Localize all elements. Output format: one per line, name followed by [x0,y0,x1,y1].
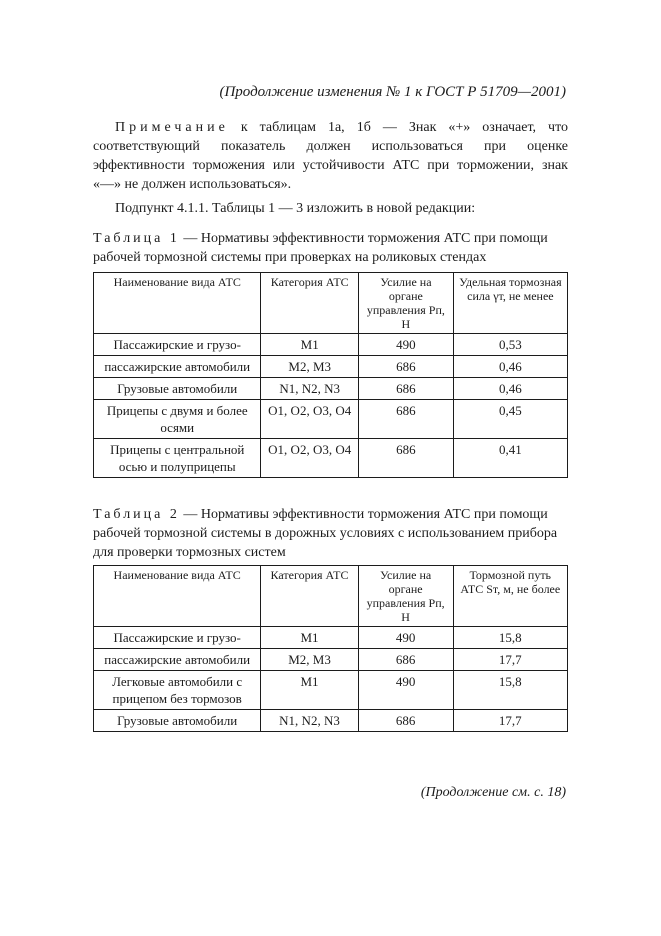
row-value: 0,45 [453,400,567,439]
subpoint-paragraph: Подпункт 4.1.1. Таблицы 1 — 3 изложить в новой редакции: [115,201,476,216]
row-name: Пассажирские и грузо- [94,627,261,649]
row-value: 17,7 [453,649,567,671]
row-category: N1, N2, N3 [261,378,358,400]
table-row [94,439,568,478]
table2-header-value: Тормозной путь АТС Sт, м, не более [453,566,567,627]
row-force: 490 [358,334,453,356]
note-paragraph [93,118,568,194]
table2 [93,565,568,732]
table2-header-category: Категория АТС [261,566,358,627]
row-name: пассажирские автомобили [94,649,261,671]
table1-label: Таблица 1 [93,231,180,246]
table2-header-row [94,566,568,627]
table-row [94,334,568,356]
table-row [94,627,568,649]
row-value: 0,41 [453,439,567,478]
table1-header-row [94,273,568,334]
table2-title: — Нормативы эффективности торможения АТС при помощи рабочей тормозной системы в дорожных условиях с использованием прибора для проверки тормозных систем [93,507,558,560]
row-value: 17,7 [453,710,567,732]
table1-header-value: Удельная тормозная сила γт, не менее [453,273,567,334]
row-force: 490 [358,671,453,710]
row-force: 686 [358,400,453,439]
row-category: N1, N2, N3 [261,710,358,732]
table-row [94,649,568,671]
continuation-footer: (Продолжение см. с. 18) [420,785,566,800]
table1 [93,272,568,478]
note-text: к таблицам 1а, 1б — Знак «+» означает, что соответствующий показатель должен использоваться при оценке эффективности торможения или устойчивости АТС при торможении, знак «—» не должен использоваться». [93,120,569,192]
row-name: Прицепы с центральной осью и полуприцепы [94,439,261,478]
row-name: Пассажирские и грузо- [94,334,261,356]
note-label: Примечание [115,120,229,135]
table-row [94,378,568,400]
row-value: 15,8 [453,627,567,649]
row-value: 0,46 [453,356,567,378]
row-category: M2, M3 [261,356,358,378]
row-name: Грузовые автомобили [94,378,261,400]
table-row [94,710,568,732]
table1-caption [93,229,568,267]
table1-header-force: Усилие на органе управления Pп, Н [358,273,453,334]
row-category: O1, O2, O3, O4 [261,400,358,439]
row-name: Легковые автомобили с прицепом без тормозов [94,671,261,710]
row-category: M1 [261,334,358,356]
row-name: Грузовые автомобили [94,710,261,732]
row-value: 15,8 [453,671,567,710]
row-category: M1 [261,671,358,710]
row-value: 0,53 [453,334,567,356]
table2-label: Таблица 2 [93,507,180,522]
row-force: 686 [358,378,453,400]
table1-header-name: Наименование вида АТС [94,273,261,334]
row-name: пассажирские автомобили [94,356,261,378]
table2-caption [93,505,568,562]
row-force: 490 [358,627,453,649]
row-force: 686 [358,649,453,671]
continuation-header: (Продолжение изменения № 1 к ГОСТ Р 51709—2001) [219,84,566,100]
row-category: M2, M3 [261,649,358,671]
row-force: 686 [358,356,453,378]
table1-header-category: Категория АТС [261,273,358,334]
row-category: M1 [261,627,358,649]
row-force: 686 [358,710,453,732]
row-category: O1, O2, O3, O4 [261,439,358,478]
table-row [94,671,568,710]
row-force: 686 [358,439,453,478]
table-row [94,400,568,439]
table1-title: — Нормативы эффективности торможения АТС при помощи рабочей тормозной системы при проверках на роликовых стендах [93,231,548,265]
table2-header-name: Наименование вида АТС [94,566,261,627]
row-name: Прицепы с двумя и более осями [94,400,261,439]
table2-header-force: Усилие на органе управления Pп, Н [358,566,453,627]
table-row [94,356,568,378]
row-value: 0,46 [453,378,567,400]
